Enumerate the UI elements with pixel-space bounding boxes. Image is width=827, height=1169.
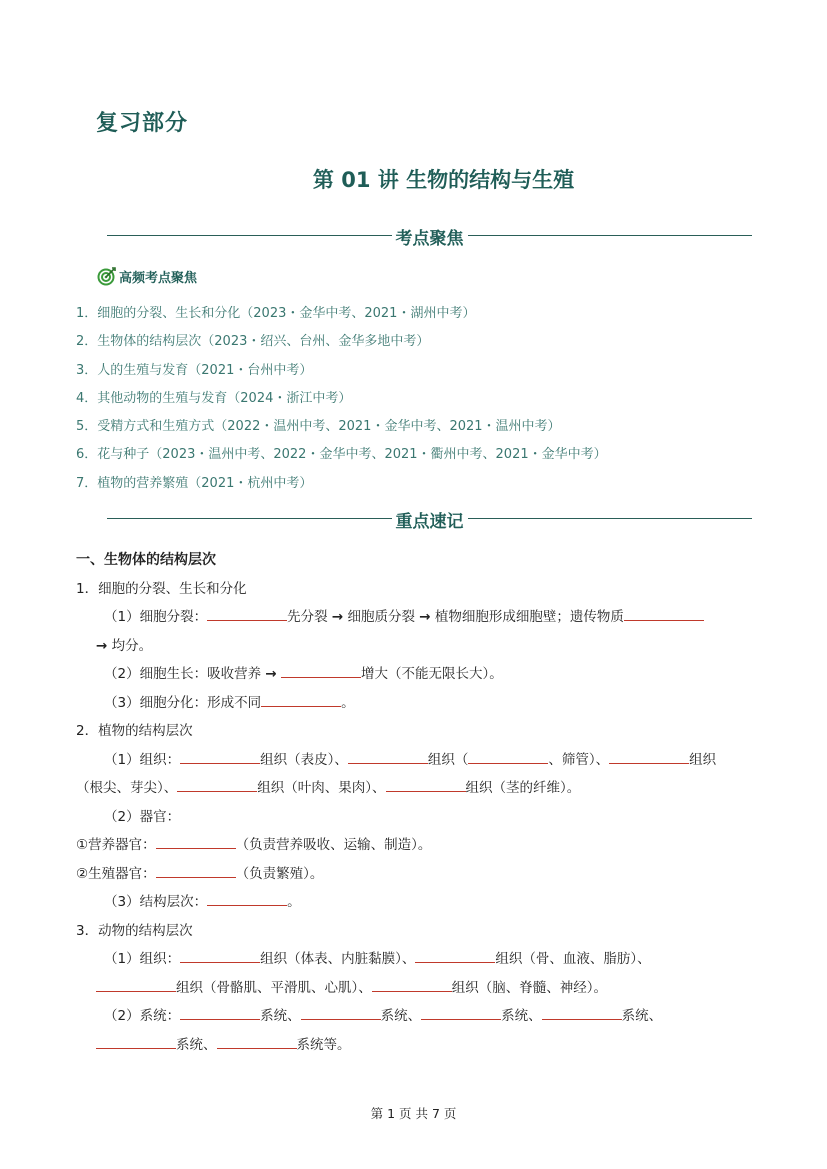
divider-focus (107, 225, 752, 249)
fill-blank[interactable] (348, 749, 428, 764)
fill-blank[interactable] (372, 977, 452, 992)
fill-blank[interactable] (96, 977, 176, 992)
focus-list (76, 300, 607, 498)
note-line: （2）细胞生长：吸收营养 → 增大（不能无限长大）。 (76, 660, 756, 689)
divider-label: 考点聚焦 (392, 224, 468, 249)
fill-blank[interactable] (180, 1005, 260, 1020)
focus-title: 高频考点聚焦 (119, 270, 198, 286)
note-line: （3）结构层次： 。 (76, 888, 756, 917)
fill-blank[interactable] (156, 834, 236, 849)
fill-blank[interactable] (281, 663, 361, 678)
list-item: 1．细胞的分裂、生长和分化（2023・金华中考、2021・湖州中考） (76, 306, 476, 321)
fill-blank[interactable] (624, 606, 704, 621)
section-title: 复习部分 (96, 111, 189, 136)
note-line: → 均分。 (96, 637, 153, 654)
fill-blank[interactable] (207, 891, 287, 906)
note-line: （1）细胞分裂： 先分裂 → 细胞质分裂 → 植物细胞形成细胞壁；遗传物质 (76, 603, 756, 632)
note-line: （根尖、芽尖）、 组织（叶肉、果肉）、 组织（茎的纤维）。 (76, 774, 756, 803)
note-line: ②生殖器官： （负责繁殖）。 (76, 860, 756, 889)
fill-blank[interactable] (180, 948, 260, 963)
note-line: 系统、 系统等。 (76, 1031, 756, 1060)
fill-blank[interactable] (156, 863, 236, 878)
note-line: （2）器官： (104, 808, 181, 825)
list-item: 6．花与种子（2023・温州中考、2022・金华中考、2021・衢州中考、2021・金华中考） (76, 447, 607, 463)
fill-blank[interactable] (415, 948, 495, 963)
target-icon (97, 266, 117, 286)
subheading: 2．植物的结构层次 (76, 723, 193, 739)
page-footer: 第 1 页 共 7 页 (370, 1106, 457, 1121)
subheading: 3．动物的结构层次 (76, 922, 193, 939)
fill-blank[interactable] (96, 1034, 176, 1049)
note-line: （3）细胞分化：形成不同 。 (76, 689, 756, 718)
fill-blank[interactable] (177, 777, 257, 792)
note-line: ①营养器官： （负责营养吸收、运输、制造）。 (76, 831, 756, 860)
notes-body (76, 546, 756, 1059)
divider-label: 重点速记 (392, 507, 468, 532)
note-line: 组织（骨骼肌、平滑肌、心肌）、 组织（脑、脊髓、神经）。 (76, 974, 756, 1003)
heading-structure: 一、生物体的结构层次 (76, 552, 216, 568)
focus-heading (97, 266, 197, 286)
list-item: 2．生物体的结构层次（2023・绍兴、台州、金华多地中考） (76, 334, 430, 350)
fill-blank[interactable] (542, 1005, 622, 1020)
list-item: 5．受精方式和生殖方式（2022・温州中考、2021・金华中考、2021・温州中考） (76, 419, 561, 435)
list-item: 7．植物的营养繁殖（2021・杭州中考） (76, 475, 313, 491)
fill-blank[interactable] (386, 777, 466, 792)
divider-key-points (107, 508, 752, 532)
subheading: 1．细胞的分裂、生长和分化 (76, 580, 247, 597)
fill-blank[interactable] (609, 749, 689, 764)
list-item: 3．人的生殖与发育（2021・台州中考） (76, 362, 313, 378)
fill-blank[interactable] (301, 1005, 381, 1020)
fill-blank[interactable] (217, 1034, 297, 1049)
note-line: （1）组织： 组织（表皮）、 组织（ 、筛管）、 组织 (76, 746, 756, 775)
list-item: 4．其他动物的生殖与发育（2024・浙江中考） (76, 390, 352, 406)
fill-blank[interactable] (468, 749, 548, 764)
lecture-title: 第 01 讲 生物的结构与生殖 (312, 168, 575, 192)
fill-blank[interactable] (207, 606, 287, 621)
note-line: （2）系统： 系统、 系统、 系统、 系统、 (76, 1002, 756, 1031)
fill-blank[interactable] (261, 692, 341, 707)
fill-blank[interactable] (180, 749, 260, 764)
note-line: （1）组织： 组织（体表、内脏黏膜）、 组织（骨、血液、脂肪）、 (76, 945, 756, 974)
fill-blank[interactable] (421, 1005, 501, 1020)
